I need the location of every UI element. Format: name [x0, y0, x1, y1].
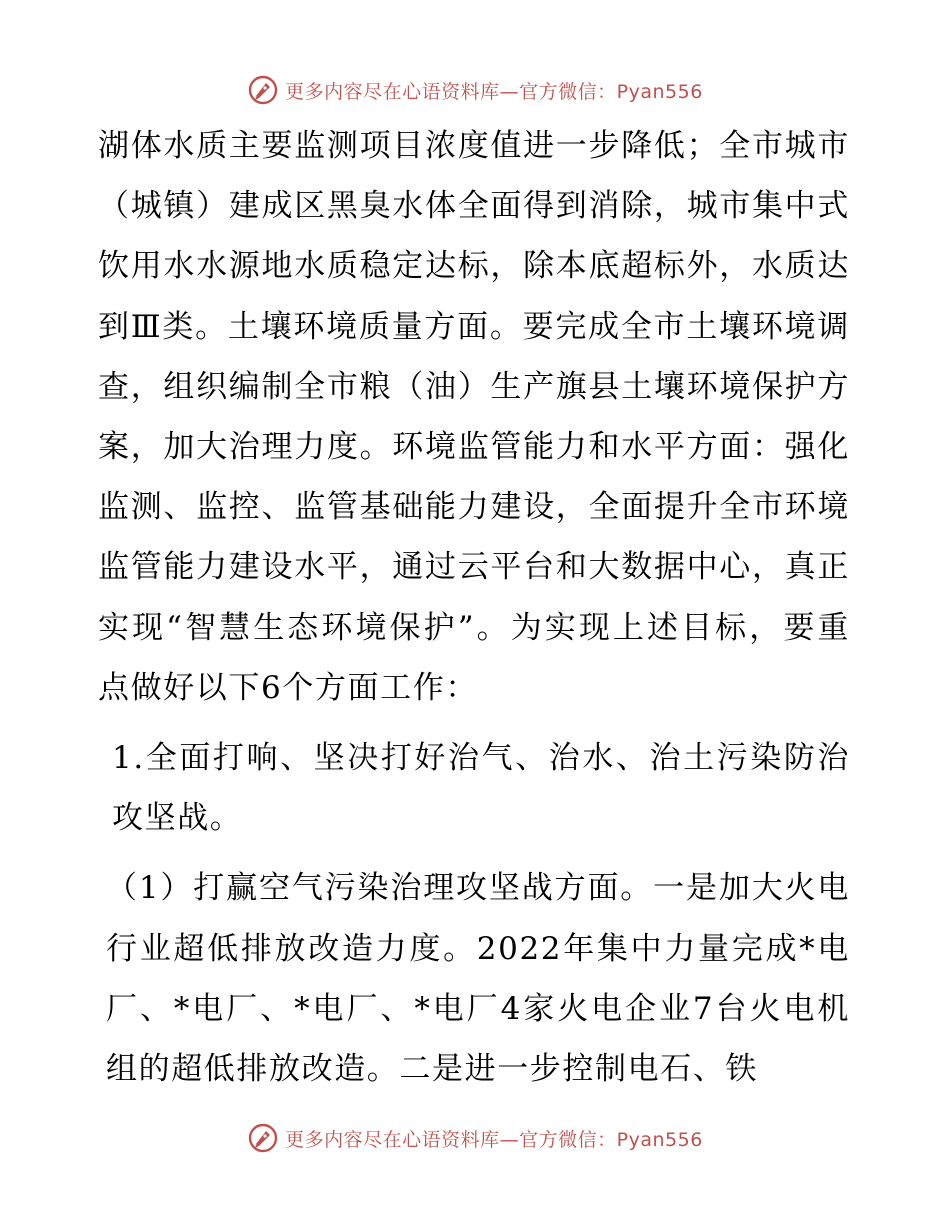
- watermark-text: 更多内容尽在心语资料库—官方微信：Pyan556: [285, 1128, 703, 1151]
- pen-nib-logo-icon: [247, 1122, 279, 1154]
- pen-nib-logo-icon: [247, 74, 279, 106]
- paragraph-item-1-1: （1）打赢空气污染治理攻坚战方面。一是加大火电行业超低排放改造力度。2022年集中力量完成*电厂、*电厂、*电厂、*电厂4家火电企业7台火电机组的超低排放改造。二是进一步控制电石、铁: [106, 870, 850, 1088]
- paragraph-item-1: 1.全面打响、坚决打好治气、治水、治土污染防治攻坚战。: [112, 740, 850, 837]
- watermark-text: 更多内容尽在心语资料库—官方微信：Pyan556: [285, 80, 703, 103]
- header-watermark-banner: [0, 70, 950, 110]
- paragraph-goals: 湖体水质主要监测项目浓度值进一步降低；全市城市（城镇）建成区黑臭水体全面得到消除，城市集中式饮用水水源地水质稳定达标，除本底超标外，水质达到Ⅲ类。土壤环境质量方面。要完成全市土壤环境调查，组织编制全市粮（油）生产旗县土壤环境保护方案，加大治理力度。环境监管能力和水平方面：强化监测、监控、监管基础能力建设，全面提升全市环境监管能力建设水平，通过云平台和大数据中心，真正实现“智慧生态环境保护”。为实现上述目标，要重点做好以下6个方面工作：: [98, 128, 850, 706]
- document-body: [98, 116, 850, 1099]
- footer-watermark-banner: [0, 1118, 950, 1158]
